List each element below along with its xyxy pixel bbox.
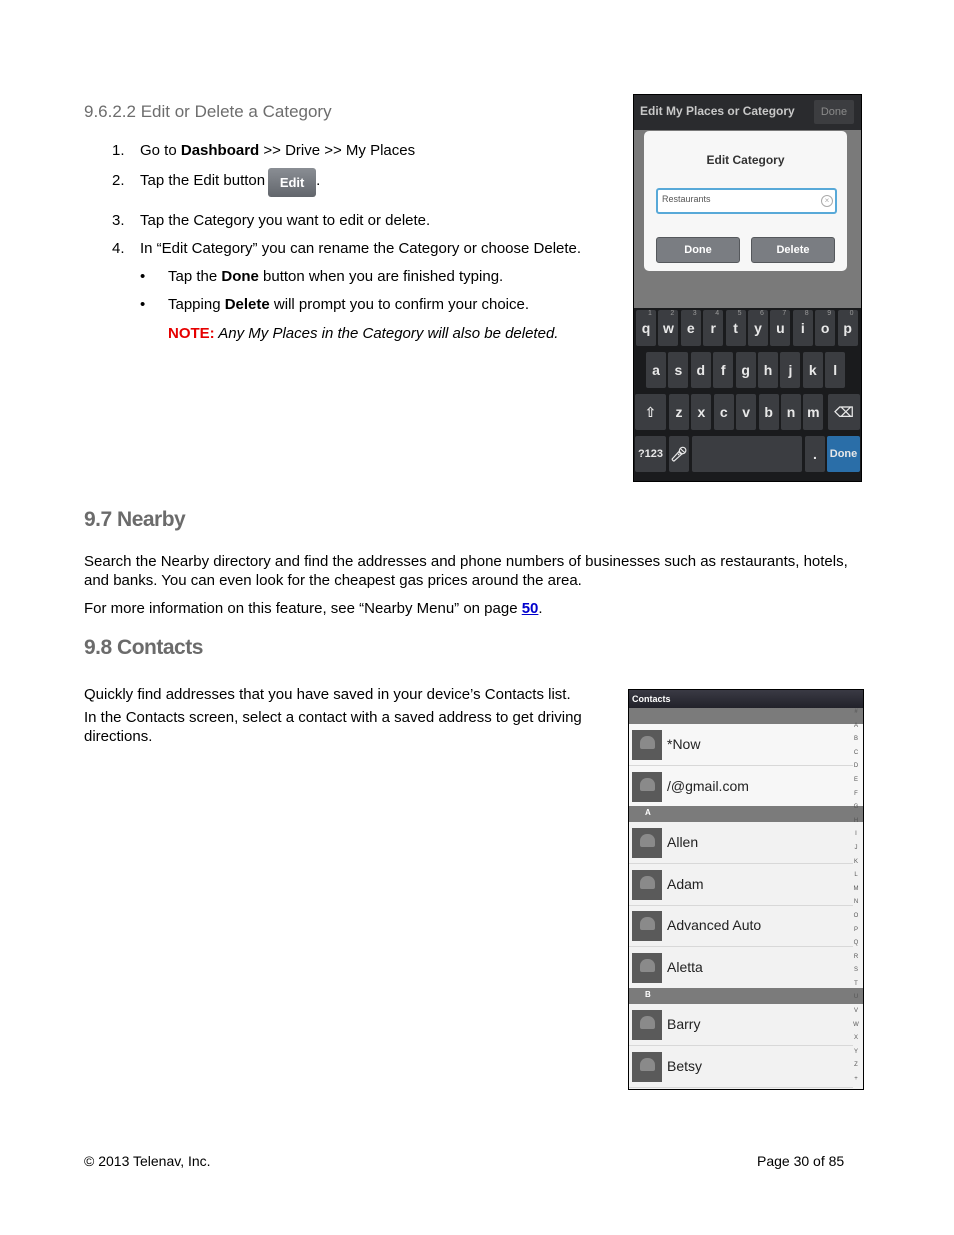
category-name-input[interactable]: Restaurants × <box>656 188 837 214</box>
shift-icon[interactable]: ⇧ <box>635 394 666 430</box>
alphabet-letter[interactable]: # <box>854 709 858 715</box>
step-1: 1. Go to Dashboard >> Drive >> My Places <box>112 142 416 159</box>
edit-category-screenshot <box>633 94 862 482</box>
alphabet-letter[interactable]: F <box>854 790 858 797</box>
key-n[interactable]: n <box>781 394 801 430</box>
key-digit-hint: 5 <box>737 310 742 317</box>
alphabet-letter[interactable]: D <box>853 763 859 770</box>
key-d[interactable]: d <box>691 352 711 388</box>
footer-page-number: Page 30 of 85 <box>757 1153 845 1169</box>
section-separator-b: B <box>629 988 863 1004</box>
alphabet-letter[interactable]: C <box>853 749 859 756</box>
key-b[interactable]: b <box>759 394 779 430</box>
bullet-dot-icon: • <box>140 268 146 285</box>
key-k[interactable]: k <box>803 352 823 388</box>
title-bar <box>634 95 861 130</box>
key-w[interactable]: w <box>658 310 678 346</box>
key-e[interactable]: e <box>681 310 701 346</box>
key-x[interactable]: x <box>691 394 711 430</box>
avatar-icon <box>632 911 662 941</box>
nearby-paragraph-2: For more information on this feature, see “Nearby Menu” on page 50. <box>84 600 543 617</box>
alphabet-letter[interactable]: Q <box>853 940 859 947</box>
page-50-link[interactable]: 50 <box>521 600 539 617</box>
nearby-paragraph-1: Search the Nearby directory and find the addresses and phone numbers of businesses such as restaurants, hotels, and banks. You can even look for the cheapest gas prices around the area. <box>84 553 848 589</box>
alphabet-letter[interactable]: S <box>853 967 858 974</box>
footer-copyright: © 2013 Telenav, Inc. <box>84 1153 211 1169</box>
dialog-delete-button[interactable]: Delete <box>751 237 835 263</box>
key-digit-hint: 7 <box>782 310 787 317</box>
contact-row[interactable]: Allen <box>629 822 853 864</box>
key-f[interactable]: f <box>713 352 733 388</box>
key-u[interactable]: u <box>770 310 790 346</box>
key-i[interactable]: i <box>793 310 813 346</box>
alphabet-letter[interactable]: K <box>853 858 858 865</box>
avatar-icon <box>632 870 662 900</box>
alphabet-letter[interactable]: U <box>853 994 859 1001</box>
key-a[interactable]: a <box>646 352 666 388</box>
alphabet-letter[interactable]: + <box>854 1076 858 1083</box>
key-digit-hint: 2 <box>670 310 675 317</box>
bullet-dot-icon: • <box>140 296 146 313</box>
section-heading-9-6-2-2: 9.6.2.2 Edit or Delete a Category <box>84 102 332 121</box>
key-m[interactable]: m <box>803 394 823 430</box>
key-digit-hint: 4 <box>715 310 720 317</box>
contact-row[interactable]: Adam <box>629 864 853 906</box>
key-q[interactable]: q <box>636 310 656 346</box>
alphabet-letter[interactable]: T <box>854 980 858 987</box>
key-period[interactable]: . <box>805 436 825 472</box>
alphabet-letter[interactable]: N <box>853 899 859 906</box>
keyboard <box>634 308 861 481</box>
alphabet-letter[interactable]: Y <box>853 1048 858 1055</box>
avatar-icon <box>632 772 662 802</box>
key-digit-hint: 6 <box>760 310 764 317</box>
key-digit-hint: 0 <box>849 310 854 317</box>
alphabet-letter[interactable]: O <box>853 912 859 919</box>
avatar-icon <box>632 1010 662 1040</box>
avatar-icon <box>632 953 662 983</box>
title-bar <box>629 690 863 708</box>
dialog-done-button[interactable]: Done <box>656 237 740 263</box>
alphabet-index[interactable] <box>851 706 861 1087</box>
step-4: 4. In “Edit Category” you can rename the Category or choose Delete. <box>112 240 582 257</box>
contact-row[interactable]: *Now <box>629 724 853 766</box>
alphabet-letter[interactable]: W <box>853 1021 859 1028</box>
mic-icon[interactable]: 🎤︎ <box>669 436 689 472</box>
section-heading-9-7: 9.7 Nearby <box>84 508 186 531</box>
section-separator-a: A <box>629 806 863 822</box>
contact-row[interactable]: Aletta <box>629 947 853 989</box>
done-top-button[interactable]: Done <box>814 100 854 124</box>
key-j[interactable]: j <box>780 352 800 388</box>
edit-category-dialog <box>644 131 847 271</box>
alphabet-letter[interactable]: L <box>854 872 858 879</box>
alphabet-letter[interactable]: V <box>853 1008 858 1015</box>
contacts-screenshot <box>628 689 864 1090</box>
bullet-2: • Tapping Delete will prompt you to confirm your choice. <box>140 296 530 313</box>
contacts-paragraph-2: In the Contacts screen, select a contact with a saved address to get driving directions. <box>84 709 582 745</box>
contact-row[interactable]: Betsy <box>629 1046 853 1088</box>
key-space[interactable] <box>692 436 802 472</box>
alphabet-letter[interactable]: G <box>853 804 859 811</box>
key-done[interactable]: Done <box>827 436 860 472</box>
alphabet-letter[interactable]: J <box>854 844 858 851</box>
key-t[interactable]: t <box>726 310 746 346</box>
screen-title: Contacts <box>632 694 671 704</box>
contact-row[interactable]: /@gmail.com <box>629 766 853 808</box>
alphabet-letter[interactable]: X <box>853 1035 858 1042</box>
key-v[interactable]: v <box>736 394 756 430</box>
section-separator <box>629 708 863 724</box>
key-s[interactable]: s <box>668 352 688 388</box>
contact-row[interactable]: Barry <box>629 1004 853 1046</box>
backspace-icon[interactable]: ⌫ <box>828 394 860 430</box>
alphabet-letter[interactable]: P <box>853 926 858 933</box>
section-heading-9-8: 9.8 Contacts <box>84 636 203 659</box>
key-digit-hint: 9 <box>827 310 832 317</box>
alphabet-letter[interactable]: E <box>853 776 858 783</box>
avatar-icon <box>632 730 662 760</box>
avatar-icon <box>632 1052 662 1082</box>
clear-icon[interactable]: × <box>821 195 833 207</box>
bullet-1: • Tap the Done button when you are finished typing. <box>140 268 504 285</box>
contacts-paragraph-1: Quickly find addresses that you have saved in your device’s Contacts list. <box>84 686 571 703</box>
alphabet-letter[interactable]: M <box>853 885 859 892</box>
note: NOTE: Any My Places in the Category will also be deleted. <box>168 325 559 342</box>
key-l[interactable]: l <box>825 352 845 388</box>
alphabet-letter[interactable]: B <box>853 736 858 743</box>
key-g[interactable]: g <box>736 352 756 388</box>
key-o[interactable]: o <box>815 310 835 346</box>
dialog-title: Edit Category <box>706 153 785 167</box>
key-digit-hint: 1 <box>648 310 652 317</box>
key-digit-hint: 8 <box>804 310 809 317</box>
alphabet-letter[interactable]: Z <box>854 1062 858 1069</box>
alphabet-letter[interactable]: A <box>853 722 858 729</box>
key-symbols[interactable]: ?123 <box>635 436 666 472</box>
alphabet-letter[interactable]: H <box>853 817 859 824</box>
step-2: 2. Tap the Edit button Edit . <box>112 168 320 197</box>
key-p[interactable]: p <box>838 310 858 346</box>
contact-row[interactable]: Advanced Auto <box>629 905 853 947</box>
edit-button-icon: Edit <box>268 168 316 197</box>
screen-title: Edit My Places or Category <box>640 104 795 118</box>
key-digit-hint: 3 <box>692 310 697 317</box>
alphabet-letter[interactable]: I <box>855 831 857 838</box>
key-c[interactable]: c <box>714 394 734 430</box>
key-h[interactable]: h <box>758 352 778 388</box>
key-r[interactable]: r <box>703 310 723 346</box>
step-3: 3. Tap the Category you want to edit or delete. <box>112 212 431 229</box>
key-z[interactable]: z <box>669 394 689 430</box>
alphabet-letter[interactable]: R <box>853 953 859 960</box>
avatar-icon <box>632 828 662 858</box>
key-y[interactable]: y <box>748 310 768 346</box>
